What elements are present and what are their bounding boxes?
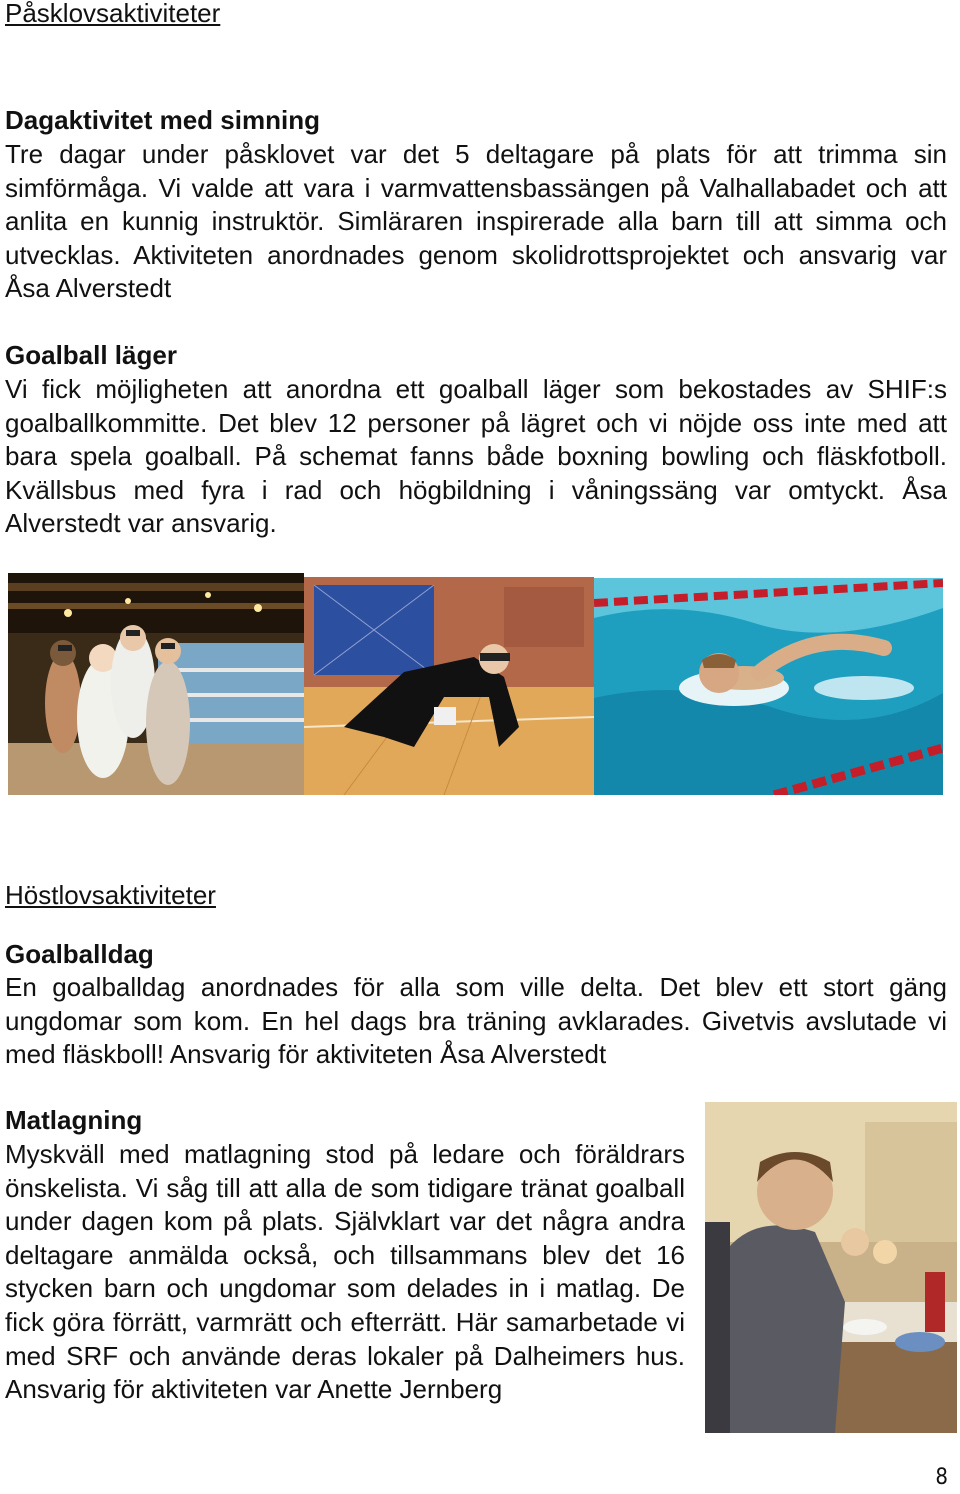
cooking-paragraph: Myskväll med matlagning stod på ledare och föräldrars önskelista. Vi såg till att alla de som tidigare tränat goalball under dagen kom på plats. Självklart var det några andra deltagare anmälda också, och tillsammans blev det 16 stycken barn och ungdomar som delades in i matlag. De fick göra förrätt, varmrätt och efterrätt. Här samarbetade vi med SRF och använde deras lokaler på Dalheimers hus. Ansvarig för aktiviteten var Anette Jernberg	[5, 1139, 685, 1405]
section-heading-easter: Påsklovsaktiviteter	[5, 0, 221, 28]
photo-boy-swimming	[594, 578, 943, 795]
swim-paragraph: Tre dagar under påsklovet var det 5 deltagare på plats för att trimma sin simförmåga. Vi valde att vara i varmvattensbassängen på Valhallabadet och att anlita en kunnig instruktör. Simläraren inspirerade alla barn till att simma och utvecklas. Aktiviteten anordnades genom skolidrottsprojektet och ansvarig var Åsa Alverstedt	[5, 139, 947, 304]
goalball-camp-paragraph: Vi fick möjligheten att anordna ett goalball läger som bekostades av SHIF:s goalballkommitte. Det blev 12 personer på lägret och vi nöjde oss inte med att bara spela goalball. På schemat fanns både boxning bowling och fläskfotboll. Kvällsbus med fyra i rad och högbildning i våningssäng var omtyckt. Åsa Alverstedt var ansvarig.	[5, 374, 947, 539]
photo-cooking-evening	[705, 1102, 957, 1433]
goalball-day-title: Goalballdag	[5, 939, 154, 969]
goalball-day-paragraph: En goalballdag anordnades för alla som ville delta. Det blev ett stort gäng ungdomar som kom. En hel dags bra träning avklarades. Givetvis avslutade vi med fläskboll! Ansvarig för aktiviteten Åsa Alverstedt	[5, 972, 947, 1070]
photo-kids-at-pool	[8, 573, 304, 795]
section-heading-autumn: Höstlovsaktiviteter	[5, 880, 216, 910]
cooking-title: Matlagning	[5, 1105, 143, 1135]
swim-title: Dagaktivitet med simning	[5, 105, 320, 135]
goalball-camp-title: Goalball läger	[5, 340, 177, 370]
photo-goalball-player	[304, 577, 594, 795]
page-number: 8	[935, 1465, 948, 1490]
